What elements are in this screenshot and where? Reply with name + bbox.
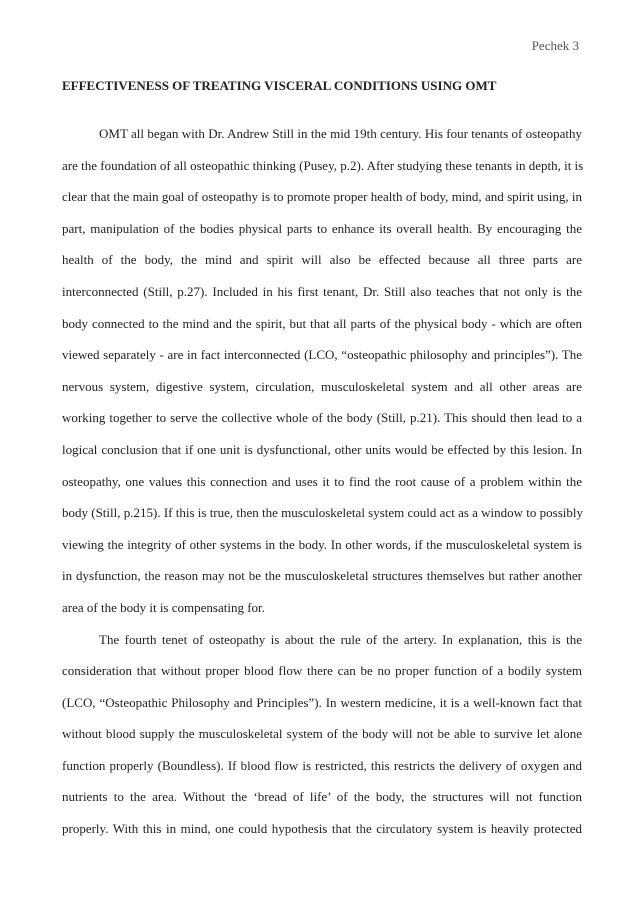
text-line: interconnected (Still, p.27). Included in his first tenant, Dr. Still also teaches that not only is the	[62, 283, 582, 299]
text-line: osteopathy, one values this connection and uses it to find the root cause of a problem within the	[62, 473, 582, 489]
text-line: body (Still, p.215). If this is true, then the musculoskeletal system could act as a window to possibly	[62, 505, 584, 521]
text-line: viewed separately - are in fact interconnected (LCO, “osteopathic philosophy and principles”). The	[62, 347, 582, 363]
body-text	[62, 118, 582, 845]
text-line: body connected to the mind and the spirit, but that all parts of the physical body - which are often	[62, 315, 582, 331]
text-line: function properly (Boundless). If blood flow is restricted, this restricts the delivery of oxygen and	[62, 757, 582, 773]
text-line: properly. With this in mind, one could hypothesis that the circulatory system is heavily protected	[62, 821, 582, 837]
text-line: clear that the main goal of osteopathy is to promote proper health of body, mind, and spirit using, in	[62, 189, 582, 205]
text-line: health of the body, the mind and spirit will also be effected because all three parts are	[62, 252, 582, 268]
text-line: (LCO, “Osteopathic Philosophy and Principles”). In western medicine, it is a well-known fact that	[62, 694, 582, 710]
text-line: part, manipulation of the bodies physical parts to enhance its overall health. By encouraging the	[62, 220, 582, 236]
text-line: consideration that without proper blood flow there can be no proper function of a bodily system	[62, 663, 582, 679]
text-line: in dysfunction, the reason may not be the musculoskeletal structures themselves but rather another	[62, 568, 582, 584]
text-line: OMT all began with Dr. Andrew Still in the mid 19th century. His four tenants of osteopathy	[99, 126, 582, 141]
text-line: viewing the integrity of other systems in the body. In other words, if the musculoskeletal system is	[62, 536, 582, 552]
text-line: The fourth tenet of osteopathy is about the rule of the artery. In explanation, this is the	[99, 631, 582, 647]
text-line: without blood supply the musculoskeletal system of the body will not be able to survive let alone	[62, 726, 582, 742]
running-head: Pechek 3	[531, 38, 579, 53]
text-line: working together to serve the collective whole of the body (Still, p.21). This should then lead to a	[62, 410, 582, 426]
text-line: area of the body it is compensating for.	[62, 599, 265, 615]
text-line: are the foundation of all osteopathic thinking (Pusey, p.2). After studying these tenants in depth, it is	[62, 157, 584, 173]
text-line: nutrients to the area. Without the ‘bread of life’ of the body, the structures will not function	[62, 789, 582, 805]
text-line: logical conclusion that if one unit is dysfunctional, other units would be effected by this lesion. In	[62, 441, 582, 457]
text-line: nervous system, digestive system, circulation, musculoskeletal system and all other areas are	[62, 378, 582, 394]
paper-title: EFFECTIVENESS OF TREATING VISCERAL CONDITIONS USING OMT	[62, 78, 497, 93]
